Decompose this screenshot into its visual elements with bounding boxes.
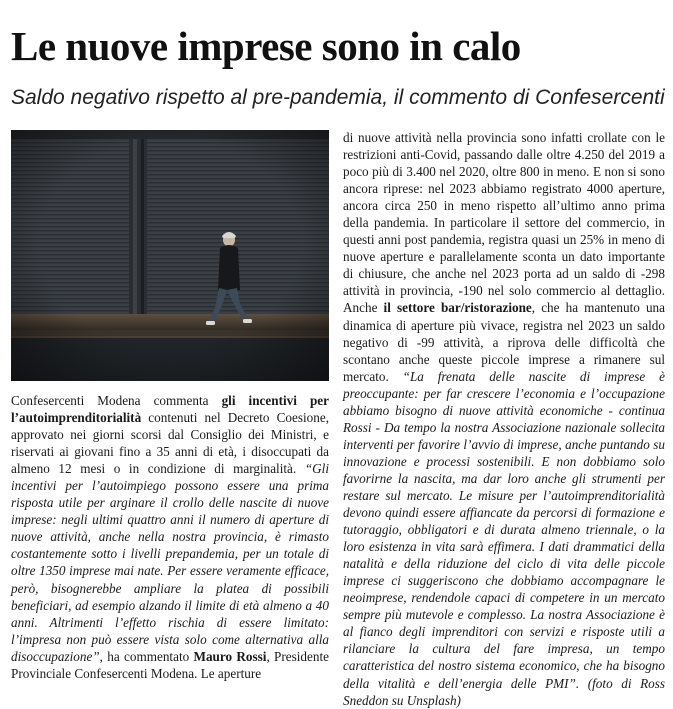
body-text: , che ha mantenuto una dinamica di aperture più vivace, registra nel 2023 un saldo negativo di -99 attività, a riprova delle difficoltà che scontano anche queste piccole imprese a rimanere sul mercato. (343, 300, 666, 384)
body-text: , Presidente Provinciale Confesercenti Modena. Le aperture (11, 648, 329, 681)
body-text: contenuti nel Decreto Coesione, approvato nei giorni scorsi dal Consiglio dei Ministri, e riservati ai giovani fino a 35 anni di età, i disoccupati da almeno 12 mesi o in condizione di marginalità. (11, 410, 329, 477)
man-walking-photo-icon (11, 130, 329, 381)
article-body-left-column (11, 392, 329, 682)
article-subheadline: Saldo negativo rispetto al pre-pandemia, il commento di Confesercenti (11, 86, 665, 109)
article-body-right-column (343, 129, 665, 709)
article-photo (11, 130, 329, 381)
quote-text: “Gli incentivi per l’autoimpiego possono essere una prima risposta utile per arginare il crollo delle nascite di nuove imprese: negli ultimi quattro anni il numero di aperture di nuove attività, anche nella nostra provincia, è rimasto costantemente sotto i livelli prepandemia, per un totale di oltre 1350 imprese mai nate. Per essere veramente efficace, però, bisognerebbe ampliare la platea di possibili beneficiari, ad esempio alzando il limite di età almeno a 40 anni. Altrimenti l’effetto rischia di essere limitato: l’impresa non può essere vista solo come alternativa alla disoccupazione” (11, 461, 329, 664)
body-text-bold: gli incentivi per l’autoimprenditorialità (11, 393, 329, 426)
article-headline: Le nuove imprese sono in calo (11, 23, 521, 69)
body-text: , ha commentato (99, 648, 194, 664)
body-text: Confesercenti Modena commenta (11, 393, 222, 408)
body-text: di nuove attività nella provincia sono infatti crollate con le restrizioni anti-Covid, passando dalle oltre 4.250 del 2019 a poco più di 3.400 nel 2020, oltre 800 in meno. E non si sono ancora riprese: nel 2023 abbiamo registrato 4000 aperture, ancora circa 250 in meno rispetto all’ultimo anno prima della pandemia. In particolare il settore del commercio, in questi anni post pandemia, registra quasi un 25% in meno di nuove aperture e parallelamente sconta un dato importante di chiusure, che anche nel 2023 porta ad un saldo di -298 attività in provincia, -190 nel solo commercio al dettaglio. Anche (343, 130, 665, 316)
person-name: Mauro Rossi (193, 648, 267, 664)
body-text-bold: il settore bar/ristorazione (383, 300, 532, 316)
quote-text: “La frenata delle nascite di imprese è preoccupante: per far crescere l’economia e l’occupazione abbiamo bisogno di nuove attività economiche - continua Rossi - Da tempo la nostra Associazione nazionale sollecita interventi per favorire l’avvio di imprese, anche puntando su innovazione e processi sostenibili. E non dobbiamo solo favorirne la nascita, ma dar loro anche gli strumenti per restare sul mercato. Le misure per l’autoimprenditorialità devono quindi essere affiancate da percorsi di formazione e tutoraggio, obbligatori e di durata almeno triennale, o la loro esistenza in vita sarà effimera. I dati drammatici della natalità e della riduzione del ciclo di vita delle piccole imprese ci suggeriscono che dobbiamo accompagnare le neoimprese, rendendole capaci di competere in un mercato sempre più mutevole e complesso. La nostra Associazione è al fianco degli imprenditori con servizi e risposte utili a rilanciare la cultura del fare impresa, un tempo caratteristica del nostro sistema economico, che ha bisogno della vitalità e dell’energia delle PMI”. (foto di Ross Sneddon su Unsplash) (343, 368, 665, 708)
